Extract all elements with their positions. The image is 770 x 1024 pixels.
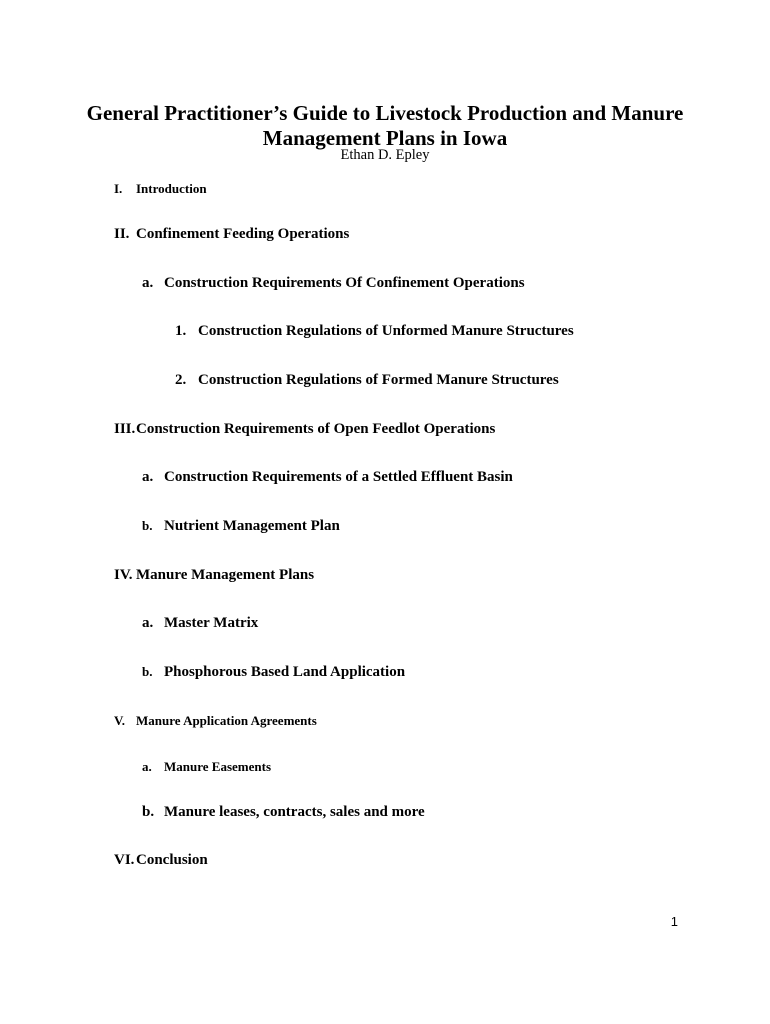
toc-text: Construction Requirements of a Settled Effluent Basin [164,469,513,485]
toc-text: Construction Regulations of Unformed Manure Structures [198,323,574,339]
toc-number: b. [142,664,153,679]
toc-item-confinement-construction [142,275,525,292]
toc-item-unformed-structures [175,323,574,340]
toc-number: 1. [175,323,187,339]
toc-text: Manure Easements [164,759,272,774]
page-number: 1 [670,914,678,929]
toc-text: Phosphorous Based Land Application [164,664,406,680]
document-title [0,101,770,151]
toc-text: Introduction [136,181,207,196]
toc-number: a. [142,469,154,485]
toc-text: Master Matrix [164,615,259,631]
toc-text: Construction Requirements of Open Feedlot Operations [136,421,496,437]
toc-number: III. [114,421,136,437]
toc-number: a. [142,759,152,774]
toc-item-formed-structures [175,372,559,389]
title-line-2: Management Plans in Iowa [262,126,508,150]
toc-number: a. [142,615,154,631]
toc-text: Confinement Feeding Operations [136,226,350,242]
toc-item-manure-application-agreements [114,713,317,729]
toc-number: II. [114,226,130,242]
toc-item-master-matrix [142,615,258,632]
title-line-1: General Practitioner’s Guide to Livestock Production and Manure [86,101,684,125]
toc-item-conclusion [114,852,208,869]
toc-number: I. [114,181,123,196]
toc-item-open-feedlot [114,421,495,438]
toc-item-manure-leases-contracts [142,804,425,821]
toc-text: Construction Regulations of Formed Manure Structures [198,372,559,388]
toc-number: a. [142,275,154,291]
toc-text: Manure Application Agreements [136,713,317,728]
toc-item-nutrient-management-plan [142,518,340,535]
toc-number: b. [142,518,153,533]
toc-item-confinement-feeding [114,226,349,243]
toc-item-manure-management-plans [114,567,314,584]
toc-text: Manure Management Plans [136,567,315,583]
toc-text: Nutrient Management Plan [164,518,340,534]
toc-item-introduction [114,181,207,197]
toc-item-settled-effluent-basin [142,469,513,486]
toc-number: V. [114,713,125,728]
toc-item-manure-easements [142,759,271,775]
toc-text: Conclusion [136,852,208,868]
toc-item-phosphorous-land-application [142,664,405,681]
toc-number: VI. [114,852,135,868]
author-name: Ethan D. Epley [340,147,430,163]
toc-number: IV. [114,567,133,583]
toc-number: 2. [175,372,187,388]
toc-text: Manure leases, contracts, sales and more [164,804,425,820]
toc-number: b. [142,804,155,820]
toc-text: Construction Requirements Of Confinement Operations [164,275,525,291]
